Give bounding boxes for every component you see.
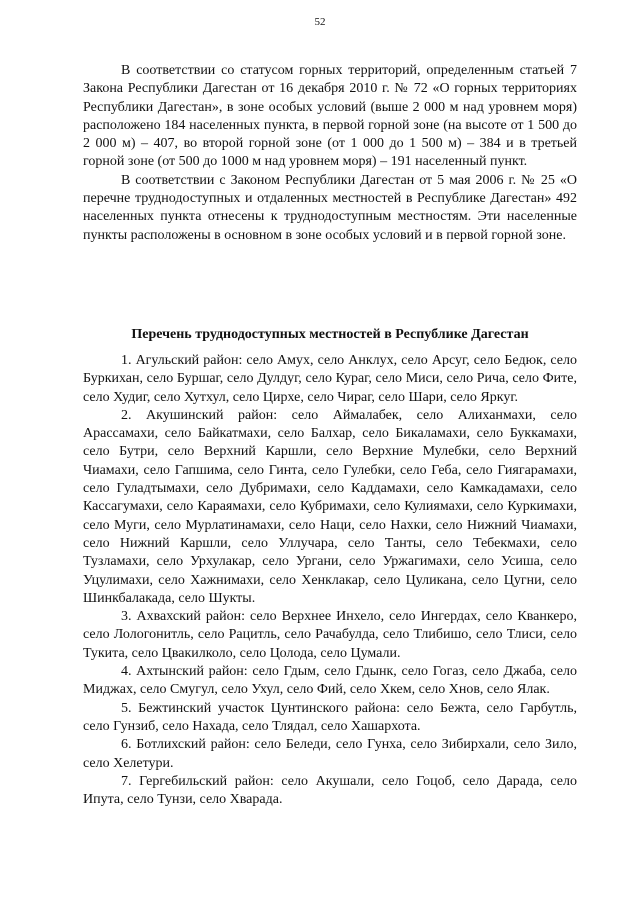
district-list	[83, 352, 577, 809]
list-item: 1. Агульский район: село Амух, село Анклух, село Арсуг, село Бедюк, село Буркихан, село Буршаг, село Дулдуг, село Кураг, село Миси, село Рича, село Фите, село Худиг, село Хутхул, село Цирхе, село Чираг, село Шари, село Яркуг.	[83, 353, 577, 405]
list-item: 5. Бежтинский участок Цунтинского района: село Бежта, село Гарбутль, село Гунзиб, село Нахада, село Тлядал, село Хашархота.	[83, 700, 577, 734]
intro-text	[83, 62, 577, 245]
list-item: 2. Акушинский район: село Аймалабек, село Алиханмахи, село Арассамахи, село Байкатмахи, село Балхар, село Бикаламахи, село Буккамахи, село Бутри, село Верхний Каршли, село Верхние Мулебки, село Верхний Чиамахи, село Гапшима, село Гинта, село Гулебки, село Геба, село Гиягарамахи, село Гуладтымахи, село Дубримахи, село Каддамахи, село Камкадамахи, село Кассагумахи, село Караямахи, село Кубримахи, село Кулиямахи, село Куркимахи, село Муги, село Мурлатинамахи, село Наци, село Нахки, село Нижний Чиамахи, село Нижний Каршли, село Уллучара, село Танты, село Тебекмахи, село Тузламахи, село Урхулакар, село Ургани, село Уржагимахи, село Усиша, село Уцулимахи, село Хажнимахи, село Хенклакар, село Цуликана, село Цугни, село Шинкбалакада, село Шукты.	[83, 407, 577, 606]
list-item: 3. Ахвахский район: село Верхнее Инхело, село Ингердах, село Кванкеро, село Лологонитль, село Рацитль, село Рачабулда, село Тлибишо, село Тлиси, село Тукита, село Цвакилколо, село Цолода, село Цумали.	[83, 609, 577, 661]
list-item: 4. Ахтынский район: село Гдым, село Гдынк, село Гогаз, село Джаба, село Миджах, село Смугул, село Ухул, село Фий, село Хкем, село Хнов, село Ялак.	[83, 664, 577, 698]
paragraph: В соответствии со статусом горных территорий, определенным статьей 7 Закона Республики Дагестан от 16 декабря 2010 г. № 72 «О горных территориях Республики Дагестан», в зоне особых условий (выше 2 000 м над уровнем моря) расположено 184 населенных пункта, в первой горной зоне (на высоте от 1 500 до 2 000 м) – 407, во второй горной зоне (от 1 000 до 1 500 м) – 384 и в третьей горной зоне (от 500 до 1000 м над уровнем моря) – 191 населенный пункт.	[83, 63, 577, 170]
list-item: 6. Ботлихский район: село Беледи, село Гунха, село Зибирхали, село Зило, село Хелетури.	[83, 737, 577, 771]
list-item: 7. Гергебильский район: село Акушали, село Гоцоб, село Дарада, село Ипута, село Тунзи, село Хварада.	[83, 773, 577, 808]
page-number: 52	[314, 16, 326, 28]
paragraph: В соответствии с Законом Республики Дагестан от 5 мая 2006 г. № 25 «О перечне труднодоступных и отдаленных местностей в Республике Дагестан» 492 населенных пункта отнесены к труднодоступным местностям. Эти населенные пункты расположены в основном в зоне особых условий и в первой горной зоне.	[83, 172, 577, 243]
section-heading: Перечень труднодоступных местностей в Республике Дагестан	[131, 327, 529, 342]
